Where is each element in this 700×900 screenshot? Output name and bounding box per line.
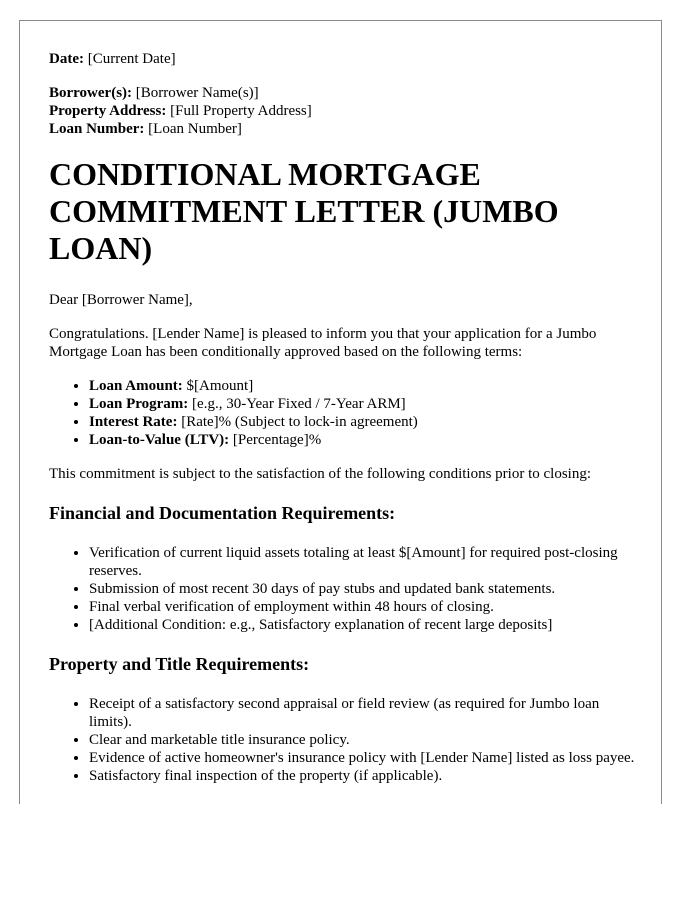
date-line [49, 50, 637, 68]
term-label: Loan Program: [89, 396, 189, 412]
term-label: Loan-to-Value (LTV): [89, 432, 230, 448]
letter-title: CONDITIONAL MORTGAGE COMMITMENT LETTER (JUMBO LOAN) [49, 156, 559, 266]
greeting: Dear [Borrower Name], [49, 292, 193, 308]
list-item: • Satisfactory final inspection of the property (if applicable). [89, 767, 637, 785]
term-interest-rate [89, 413, 637, 431]
property-address-label: Property Address: [49, 103, 167, 119]
borrower-line [49, 84, 637, 102]
borrower-value: [Borrower Name(s)] [135, 85, 259, 101]
term-value: $[Amount] [186, 378, 254, 394]
letter-content [49, 50, 637, 785]
list-item: • Receipt of a satisfactory second appraisal or field review (as required for Jumbo loan limits). [89, 695, 637, 731]
borrower-label: Borrower(s): [49, 85, 133, 101]
date-value: [Current Date] [87, 51, 176, 67]
loan-number-line [49, 120, 637, 138]
term-value: [e.g., 30-Year Fixed / 7-Year ARM] [192, 396, 406, 412]
property-address-value: [Full Property Address] [170, 103, 312, 119]
loan-number-value: [Loan Number] [148, 121, 242, 137]
letter-page [19, 20, 662, 804]
list-item: • Submission of most recent 30 days of pay stubs and updated bank statements. [89, 580, 637, 598]
term-label: Interest Rate: [89, 414, 178, 430]
term-label: Loan Amount: [89, 378, 183, 394]
property-requirements-heading: Property and Title Requirements: [49, 654, 310, 674]
list-item: • Verification of current liquid assets totaling at least $[Amount] for required post-closing reserves. [89, 544, 637, 580]
intro-paragraph: Congratulations. [Lender Name] is pleased to inform you that your application for a Jumbo Mortgage Loan has been conditionally approved based on the following terms: [49, 326, 597, 360]
term-ltv [89, 431, 637, 449]
property-requirements-list [49, 695, 637, 785]
list-item: • Evidence of active homeowner's insurance policy with [Lender Name] listed as loss payee. [89, 749, 637, 767]
loan-number-label: Loan Number: [49, 121, 145, 137]
term-loan-program [89, 395, 637, 413]
term-value: [Rate]% (Subject to lock-in agreement) [181, 414, 418, 430]
loan-terms-list [49, 377, 637, 449]
date-label: Date: [49, 51, 84, 67]
financial-requirements-heading: Financial and Documentation Requirements: [49, 503, 396, 523]
property-address-line [49, 102, 637, 120]
list-item: • [Additional Condition: e.g., Satisfactory explanation of recent large deposits] [89, 616, 637, 634]
list-item: • Final verbal verification of employment within 48 hours of closing. [89, 598, 637, 616]
conditions-intro: This commitment is subject to the satisfaction of the following conditions prior to closing: [49, 466, 592, 482]
term-loan-amount [89, 377, 637, 395]
list-item: • Clear and marketable title insurance policy. [89, 731, 637, 749]
financial-requirements-list [49, 544, 637, 634]
term-value: [Percentage]% [232, 432, 322, 448]
